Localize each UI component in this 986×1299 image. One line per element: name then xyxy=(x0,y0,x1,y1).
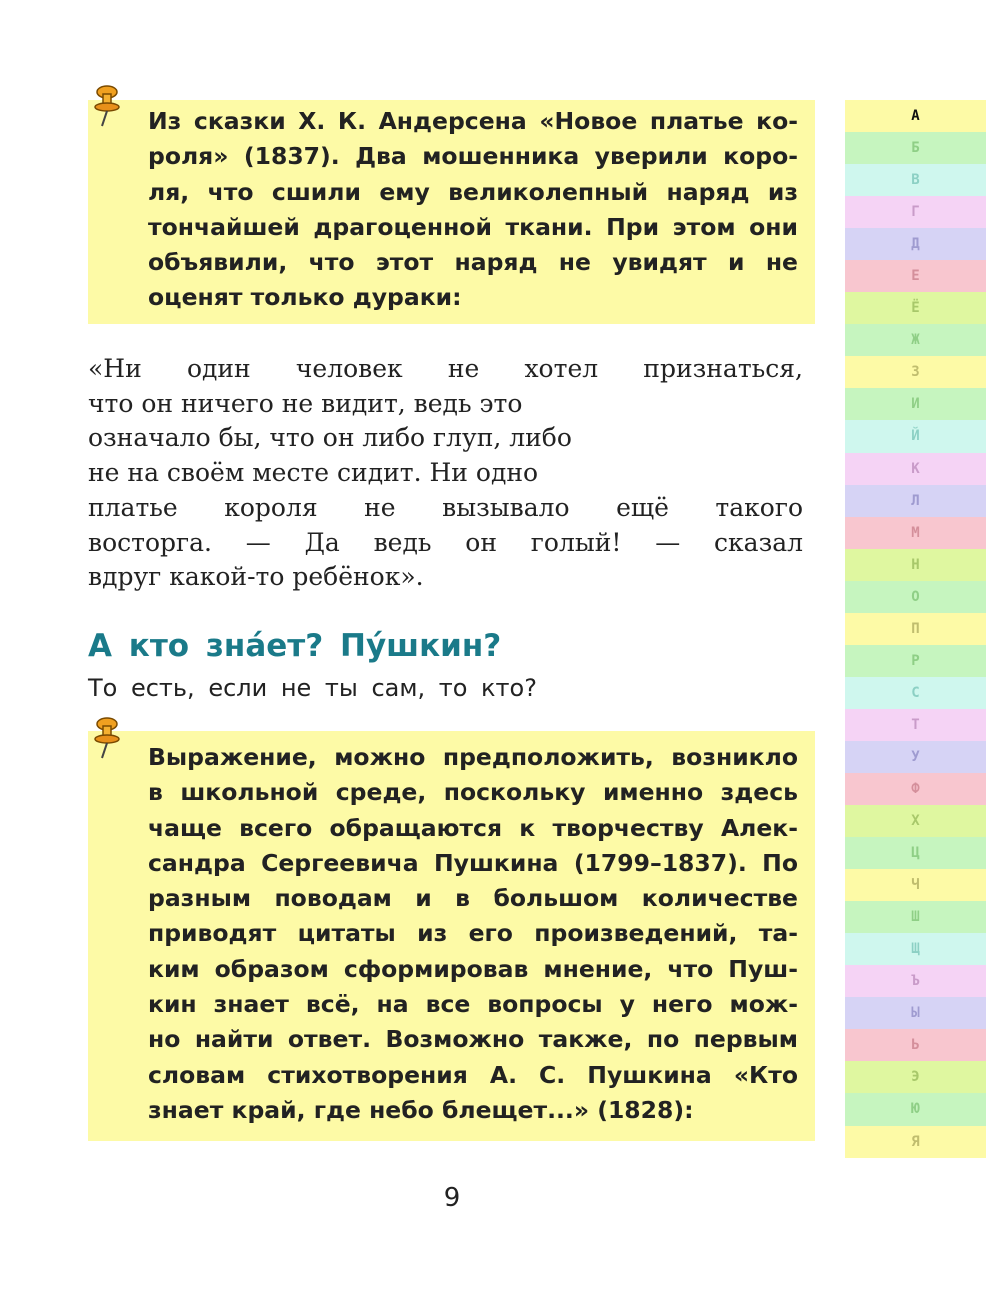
alphabet-tab[interactable]: Э xyxy=(845,1061,986,1093)
text-line: не на своём месте сидит. Ни одно xyxy=(88,458,539,488)
alphabet-tab[interactable]: П xyxy=(845,613,986,645)
alphabet-tab[interactable]: Ь xyxy=(845,1029,986,1061)
text-line: означало бы, что он либо глуп, либо xyxy=(88,423,572,453)
alphabet-tab[interactable]: Ъ xyxy=(845,965,986,997)
text-line: ким образом сформировав мнение, что Пуш- xyxy=(148,954,798,983)
alphabet-tab[interactable]: Н xyxy=(845,549,986,581)
alphabet-tab[interactable]: К xyxy=(845,453,986,485)
text-line: Выражение, можно предположить, возникло xyxy=(148,743,798,771)
page-number: 9 xyxy=(443,1183,461,1213)
andersen-quote xyxy=(88,352,803,595)
text-line: что он ничего не видит, ведь это xyxy=(88,388,523,418)
text-line: платье короля не вызывало ещё такого xyxy=(88,492,803,522)
alphabet-tab[interactable]: Ц xyxy=(845,837,986,869)
text-line: тончайшей драгоценной ткани. При этом они xyxy=(148,212,798,241)
alphabet-tab[interactable]: Б xyxy=(845,132,986,164)
alphabet-tab[interactable]: Е xyxy=(845,260,986,292)
text-line: разным поводам и в большом количестве xyxy=(148,884,798,913)
text-line: знает край, где небо блещет...» (1828): xyxy=(148,1095,694,1124)
alphabet-tab[interactable]: Ё xyxy=(845,292,986,324)
alphabet-tab[interactable]: Д xyxy=(845,228,986,260)
section-subheading: То есть, если не ты сам, то кто? xyxy=(88,674,537,702)
note-pushkin-text xyxy=(148,740,798,1128)
text-line: кин знает всё, на все вопросы у него мож- xyxy=(148,990,798,1019)
pushpin-icon xyxy=(92,716,122,760)
text-line: оценят только дураки: xyxy=(148,283,462,312)
alphabet-tab[interactable]: Я xyxy=(845,1126,986,1158)
alphabet-tab[interactable]: Х xyxy=(845,805,986,837)
alphabet-tab[interactable]: У xyxy=(845,741,986,773)
alphabet-tab[interactable]: Ю xyxy=(845,1093,986,1125)
note-andersen-text xyxy=(148,104,798,316)
alphabet-tab[interactable]: Р xyxy=(845,645,986,677)
section-heading: А кто зна́ет? Пу́шкин? xyxy=(88,628,502,664)
alphabet-tab[interactable]: О xyxy=(845,581,986,613)
text-line: в школьной среде, поскольку именно здесь xyxy=(148,778,798,807)
text-line: приводят цитаты из его произведений, та- xyxy=(148,919,798,948)
text-line: сандра Сергеевича Пушкина (1799–1837). По xyxy=(148,848,798,877)
alphabet-tab[interactable]: Ч xyxy=(845,869,986,901)
text-line: восторга. — Да ведь он голый! — сказал xyxy=(88,527,803,557)
alphabet-tab[interactable]: М xyxy=(845,517,986,549)
text-line: вдруг какой-то ребёнок». xyxy=(88,562,424,592)
text-line: Из сказки Х. К. Андерсена «Новое платье ко- xyxy=(148,107,798,135)
text-line: «Ни один человек не хотел признаться, xyxy=(88,354,803,383)
alphabet-tab[interactable]: З xyxy=(845,356,986,388)
alphabet-tab[interactable]: Ы xyxy=(845,997,986,1029)
alphabet-index xyxy=(845,100,986,1158)
text-line: чаще всего обращаются к творчеству Алек- xyxy=(148,813,798,842)
alphabet-tab[interactable]: Ф xyxy=(845,773,986,805)
alphabet-tab[interactable]: Й xyxy=(845,420,986,452)
alphabet-tab[interactable]: Щ xyxy=(845,933,986,965)
alphabet-tab[interactable]: Г xyxy=(845,196,986,228)
alphabet-tab[interactable]: Ш xyxy=(845,901,986,933)
text-line: роля» (1837). Два мошенника уверили коро- xyxy=(148,142,798,171)
text-line: но найти ответ. Возможно также, по первым xyxy=(148,1025,798,1054)
alphabet-tab[interactable]: Т xyxy=(845,709,986,741)
alphabet-tab[interactable]: Л xyxy=(845,485,986,517)
text-line: ля, что сшили ему великолепный наряд из xyxy=(148,177,798,206)
alphabet-tab[interactable]: Ж xyxy=(845,324,986,356)
alphabet-tab[interactable]: В xyxy=(845,164,986,196)
pushpin-icon xyxy=(92,84,122,128)
text-line: объявили, что этот наряд не увидят и не xyxy=(148,248,798,277)
alphabet-tab[interactable]: С xyxy=(845,677,986,709)
alphabet-tab[interactable]: А xyxy=(845,100,986,132)
text-line: словам стихотворения А. С. Пушкина «Кто xyxy=(148,1060,798,1089)
alphabet-tab[interactable]: И xyxy=(845,388,986,420)
